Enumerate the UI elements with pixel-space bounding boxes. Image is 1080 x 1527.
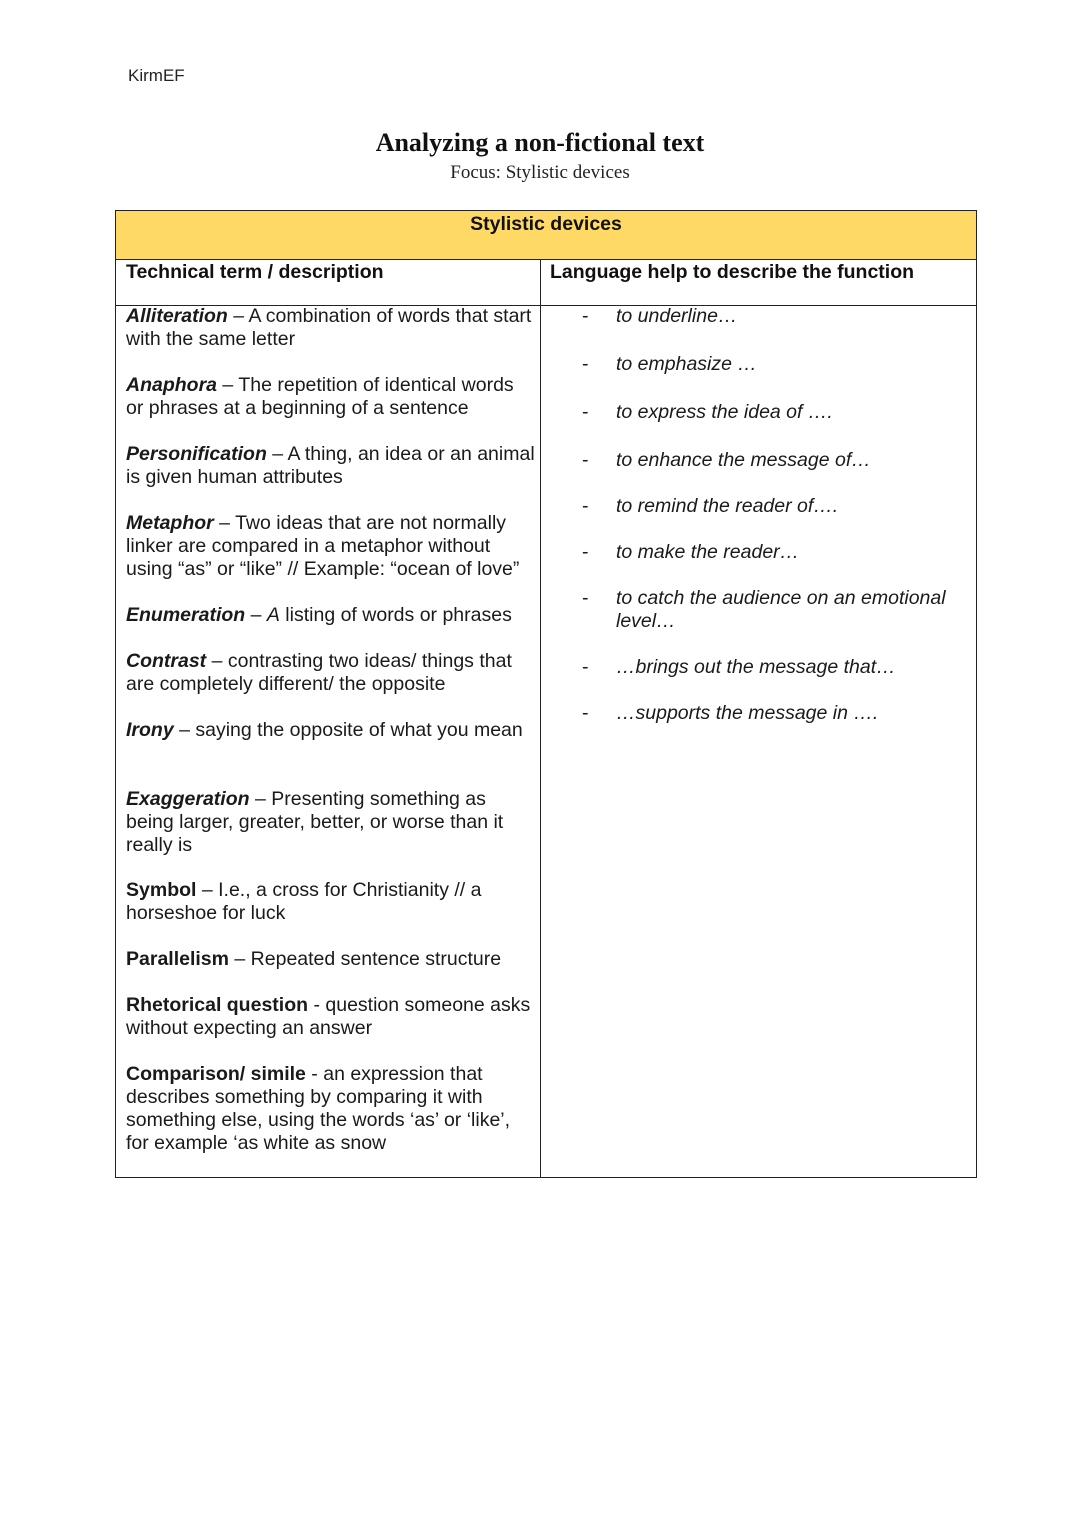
term-item (126, 879, 536, 925)
term-name: Comparison/ simile (126, 1063, 306, 1085)
term-description: The repetition of identical words or phrases at a beginning of a sentence (126, 374, 514, 419)
term-item (126, 650, 536, 696)
bullet-dash: - (582, 495, 589, 517)
term-name: Enumeration (126, 604, 246, 626)
term-item (126, 719, 536, 742)
term-name: Rhetorical question (126, 994, 309, 1016)
term-description: saying the opposite of what you mean (195, 719, 523, 741)
term-item (126, 305, 536, 351)
bullet-dash: - (582, 305, 589, 327)
help-text: to emphasize … (616, 353, 757, 375)
table-header-band (116, 211, 976, 260)
term-separator: – (249, 788, 272, 810)
term-item (126, 512, 536, 581)
help-text: to make the reader… (616, 541, 800, 563)
page-subtitle: Focus: Stylistic devices (450, 162, 630, 183)
term-separator: – (196, 879, 219, 901)
help-text: to enhance the message of… (616, 449, 871, 471)
term-separator: - (308, 994, 326, 1016)
term-description: listing of words or phrases (279, 604, 512, 626)
column-divider (540, 259, 541, 1177)
bullet-dash: - (582, 702, 589, 724)
term-description-start: A (266, 604, 280, 626)
term-item (126, 948, 536, 971)
term-name: Anaphora (126, 374, 218, 396)
help-text: to catch the audience on an emotional level… (616, 587, 946, 632)
term-item (126, 994, 536, 1040)
term-item (126, 788, 536, 857)
term-item (126, 443, 536, 489)
term-separator: – (206, 650, 228, 672)
term-name: Exaggeration (126, 788, 250, 810)
bullet-dash: - (582, 449, 589, 471)
table-header-title: Stylistic devices (470, 213, 622, 235)
term-name: Parallelism (126, 948, 229, 970)
column-header-language-help: Language help to describe the function (550, 261, 915, 283)
bullet-dash: - (582, 541, 589, 563)
help-text: …supports the message in …. (616, 702, 879, 724)
help-text: …brings out the message that… (616, 656, 896, 678)
term-separator: – (173, 719, 196, 741)
term-separator: – (227, 305, 249, 327)
term-separator: – (245, 604, 267, 626)
term-item (126, 374, 536, 420)
term-description: I.e., a cross for Christianity // a horseshoe for luck (126, 879, 482, 924)
term-name: Contrast (126, 650, 207, 672)
term-name: Irony (126, 719, 174, 741)
help-text: to remind the reader of…. (616, 495, 839, 517)
term-separator: – (213, 512, 236, 534)
bullet-dash: - (582, 401, 589, 423)
term-description: A combination of words that start with the same letter (126, 305, 532, 350)
term-description: contrasting two ideas/ things that are completely different/ the opposite (126, 650, 512, 695)
bullet-dash: - (582, 353, 589, 375)
term-separator: - (305, 1063, 324, 1085)
term-description: an expression that describes something by comparing it with something else, using the words ‘as’ or ‘like’, for example ‘as white as snow (126, 1063, 511, 1154)
term-name: Metaphor (126, 512, 214, 534)
term-name: Alliteration (126, 305, 228, 327)
term-separator: – (217, 374, 239, 396)
term-description: Repeated sentence structure (250, 948, 502, 970)
help-text: to underline… (616, 305, 738, 327)
term-name: Personification (126, 443, 267, 465)
stylistic-devices-table (115, 210, 977, 1178)
column-header-terms: Technical term / description (126, 261, 384, 283)
term-description: Two ideas that are not normally linker are compared in a metaphor without using “as” or “like” // Example: “ocean of love” (126, 512, 520, 580)
term-separator: – (266, 443, 288, 465)
bullet-dash: - (582, 587, 589, 609)
term-name: Symbol (126, 879, 197, 901)
author-label: KirmEF (128, 66, 185, 85)
term-description: A thing, an idea or an animal is given human attributes (126, 443, 535, 488)
term-description: question someone asks without expecting an answer (126, 994, 531, 1039)
term-description: Presenting something as being larger, greater, better, or worse than it really is (126, 788, 504, 856)
page-title: Analyzing a non-fictional text (375, 128, 705, 157)
term-item (126, 1063, 536, 1155)
bullet-dash: - (582, 656, 589, 678)
term-separator: – (228, 948, 251, 970)
help-text: to express the idea of …. (616, 401, 833, 423)
term-item (126, 604, 536, 627)
